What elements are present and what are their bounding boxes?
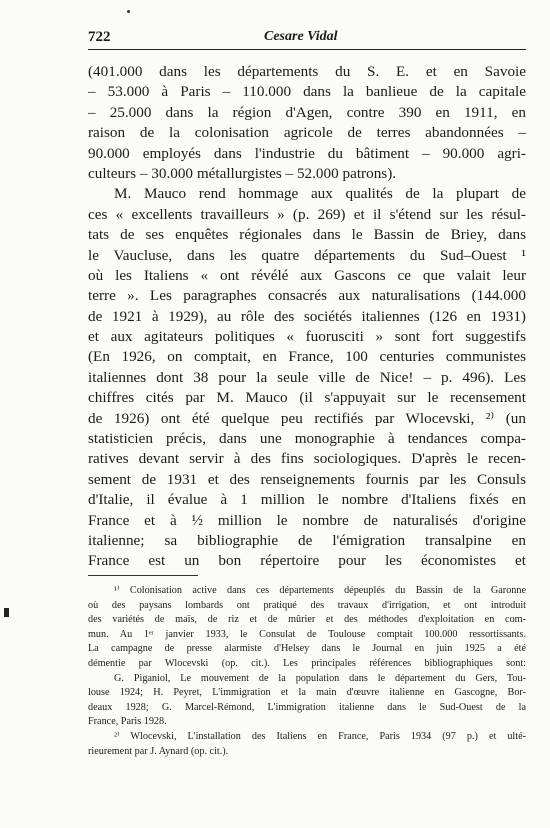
body-line: 90.000 employés dans l'industrie du bâtiment – 90.000 agri- bbox=[88, 144, 526, 162]
footnote-line: deaux 1928; G. Marcel-Rémond, L'immigration italienne dans le Sud-Ouest de la bbox=[88, 701, 526, 713]
body-line: de 1921 à 1929), au rôle des sociétés italiennes (126 en 1931) bbox=[88, 307, 526, 325]
page-number: 722 bbox=[88, 29, 111, 45]
footnote-line: ¹⁾ Colonisation active dans ces départements dépeuplés du Bassin de la Garonne bbox=[114, 585, 526, 596]
footnote-line: rieurement par J. Aynard (op. cit.). bbox=[88, 745, 229, 757]
page-header bbox=[88, 29, 526, 49]
body-line: et aux agitateurs politiques « fuorusciti » sont fort suggestifs bbox=[88, 328, 526, 346]
body-line: M. Mauco rend hommage aux qualités de la plupart de bbox=[114, 185, 526, 203]
body-line: France est un bon répertoire pour les économistes et bbox=[88, 552, 526, 570]
body-line: ces « excellents travailleurs » (p. 269) et il s'étend sur les résul- bbox=[88, 205, 526, 223]
footnote-line: où des paysans lombards ont pratiqué des travaux d'irrigation, et ont introduit bbox=[88, 599, 526, 611]
body-line: sement de 1931 et des renseignements fournis par les Consuls bbox=[88, 470, 526, 488]
body-text bbox=[88, 62, 526, 572]
body-line: ratives devant servir à des fins sociologiques. D'après le recen- bbox=[88, 450, 526, 468]
body-line: culteurs – 30.000 métallurgistes – 52.000 patrons). bbox=[88, 164, 397, 182]
body-line: terre ». Les paragraphes consacrés aux naturalisations (144.000 bbox=[88, 287, 526, 305]
footnote-rule bbox=[88, 575, 198, 576]
footnote-line: France, Paris 1928. bbox=[88, 716, 167, 728]
footnotes bbox=[88, 584, 526, 759]
body-line: le Vaucluse, dans les quatre départements du Sud–Ouest ¹ bbox=[88, 246, 526, 264]
header-rule bbox=[88, 49, 526, 50]
footnote-line: mun. Au 1ᵉʳ janvier 1933, le Consulat de Toulouse comptait 100.000 ressortissants. bbox=[88, 628, 526, 640]
body-line: italienne; sa bibliographie de l'émigration transalpine en bbox=[88, 531, 526, 549]
footnote-line: démentie par Wlocevski (op. cit.). Les principales références bibliographiques sont: bbox=[88, 657, 526, 669]
footnote-line: louse 1924; H. Peyret, L'immigration et la main d'œuvre italienne en Gascogne, Bor- bbox=[88, 687, 526, 699]
footnote-line: ²⁾ Wlocevski, L'installation des Italiens en France, Paris 1934 (97 p.) et ulté- bbox=[114, 730, 526, 742]
print-speck bbox=[127, 10, 130, 13]
body-line: raison de la colonisation agricole de terres abandonnées – bbox=[88, 124, 526, 142]
body-line: (401.000 dans les départements du S. E. et en Savoie bbox=[88, 63, 526, 80]
footnote-line: G. Piganiol, Le mouvement de la population dans le département du Gers, Tou- bbox=[114, 672, 526, 684]
footnote-line: des variétés de maïs, de riz et de mûrier et des méthodes d'exploitation en com- bbox=[88, 614, 526, 626]
body-line: chiffres cités par M. Mauco (il s'appuyait sur le recensement bbox=[88, 389, 526, 407]
footnote-line: La campagne de presse alarmiste d'Helsey dans le Journal en juin 1925 a été bbox=[88, 643, 526, 655]
body-line: (En 1926, on comptait, en France, 100 centuries communistes bbox=[88, 348, 526, 366]
body-line: statisticien précis, dans une monographie à tendances compa- bbox=[88, 430, 526, 448]
body-line: italiennes dont 38 pour la seule ville de Nice! – p. 496). Les bbox=[88, 368, 526, 386]
margin-mark bbox=[4, 608, 9, 617]
running-title: Cesare Vidal bbox=[264, 29, 338, 44]
body-line: où les Italiens « ont révélé aux Gascons ce que valait leur bbox=[88, 266, 526, 284]
body-line: de 1926) ont été quelque peu rectifiés par Wlocevski, ²⁾ (un bbox=[88, 409, 526, 427]
body-line: – 53.000 à Paris – 110.000 dans la banlieue de la capitale bbox=[88, 83, 526, 101]
body-line: – 25.000 dans la région d'Agen, contre 390 en 1911, en bbox=[88, 103, 526, 121]
body-line: France et à ½ million le nombre de naturalisés d'origine bbox=[88, 511, 526, 529]
body-line: tats de ses enquêtes régionales dans le Bassin de Briey, dans bbox=[88, 226, 526, 244]
body-line: d'Italie, il évalue à 1 million le nombre d'Italiens fixés en bbox=[88, 491, 526, 509]
